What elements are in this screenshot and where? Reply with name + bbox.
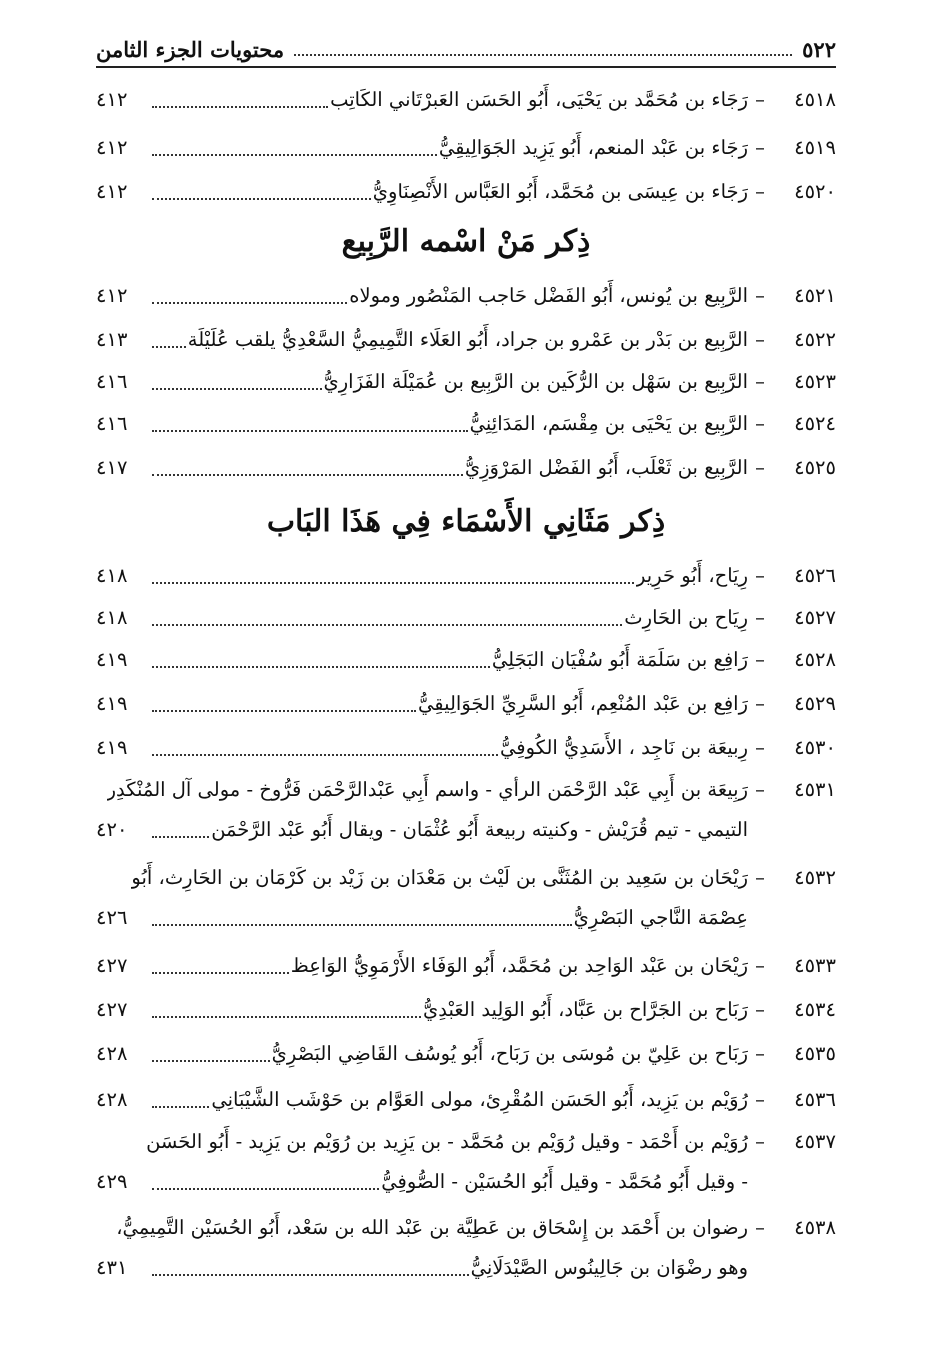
entry-page: ٤٢٨ (96, 1042, 128, 1065)
toc-entry[interactable]: ٤٥٢٠ – رَجَاء بن عِيسَى بن مُحَمَّد، أَبُو العَبَّاس الأَنْصِنَاوِيُّ ٤١٢ (96, 172, 836, 212)
section-heading: ذِكر مَنْ اسْمه الرَّبِيع (341, 224, 591, 259)
entry-number: ٤٥٢٤ (794, 412, 836, 435)
entry-number: ٤٥١٩ (794, 136, 836, 159)
entry-text: الرَّبِيع بن سَهْل بن الرُّكَين بن الرَّبِيع بن عُمَيْلَة الفَزَارِيُّ (323, 370, 748, 393)
dot-leader (152, 610, 622, 626)
entry-page: ٤٣١ (96, 1256, 128, 1279)
entry-text: رَبِيعَة بن أَبِي عَبْد الرَّحْمَن الرأي - واسم أَبِي عَبْدالرَّحْمَن فَرُّوخ - مولى آل المُنْكَدِر (106, 778, 748, 801)
dot-leader (152, 184, 371, 200)
dot-leader (152, 568, 634, 584)
entry-text: رَيْحَان بن عَبْد الوَاحِد بن مُحَمَّد، أَبُو الوَفَاء الأَرْمَوِيُّ الوَاعِظ (290, 954, 748, 977)
dot-leader (152, 1002, 421, 1018)
dot-leader (152, 416, 468, 432)
toc-entry[interactable]: ٤٥٢٩ – رَافِع بن عَبْد المُنْعِم، أَبُو السَّرِيِّ الجَوَالِيقِيُّ ٤١٩ (96, 684, 836, 724)
entry-text: رَافِع بن عَبْد المُنْعِم، أَبُو السَّرِيِّ الجَوَالِيقِيُّ (417, 692, 748, 715)
entry-number: ٤٥٢٠ (794, 180, 836, 203)
toc-entry[interactable]: ٤٥١٩ – رَجَاء بن عَبْد المنعم، أَبُو يَزِيد الجَوَالِيقِيُّ ٤١٢ (96, 128, 836, 168)
toc-entry[interactable]: ٤٥٣٤ – رَبَاح بن الجَرَّاح بن عَبَّاد، أَبُو الوَلِيد العَبْدِيُّ ٤٢٧ (96, 990, 836, 1030)
entry-text-cont: - وقيل أَبُو مُحَمَّد - وقيل أَبُو الحُسَيْن - الصُّوفِيُّ (381, 1170, 748, 1193)
toc-entry[interactable]: ٤٥٢١ – الرَّبِيع بن يُونس، أَبُو الفَضْل حَاجب المَنْصُور ومولاه ٤١٢ (96, 276, 836, 316)
toc-entry[interactable]: ٤٥٢٢ – الرَّبِيع بن بَدْر بن عَمْرو بن جراد، أَبُو العَلَاء التَّمِيمِيُّ السَّعْدِيُّ يلقب عُلَيْلَة ٤١٣ (96, 320, 836, 360)
entry-page: ٤١٨ (96, 606, 128, 629)
dot-leader (152, 140, 437, 156)
dot-leader (152, 696, 416, 712)
entry-page: ٤٢٩ (96, 1170, 128, 1193)
toc-entry[interactable]: ٤٥٢٧ – رِيَاح بن الحَارِث ٤١٨ (96, 598, 836, 638)
entry-number: ٤٥٣٥ (794, 1042, 836, 1065)
entry-number: ٤٥٣٧ (794, 1130, 836, 1153)
entry-text: رُوَيْم بن يَزِيد، أَبُو الحَسَن المُقْرِئ، مولى العَوَّام بن حَوْشَب الشَّيْبَانِي (211, 1088, 748, 1111)
toc-entry[interactable]: ٤٥٣٠ – رِبيعَة بن نَاجِد ، الأَسَدِيُّ الكُوفِيُّ ٤١٩ (96, 728, 836, 768)
dot-leader (152, 1260, 469, 1276)
toc-entry[interactable]: ٤٥٢٦ – رِيَاح، أَبُو حَرِير ٤١٨ (96, 556, 836, 596)
entry-text: الرَّبِيع بن ثَعْلَب، أَبُو الفَضْل المَرْوَزِيُّ (464, 456, 748, 479)
toc-entry-multiline[interactable]: ٤٥٣٨ – رضوان بن أَحْمَد بن إِسْحَاق بن عَطِيَّة بن عَبْد الله بن سَعْد، أَبُو الحُسَيْن التَّمِيمِيُّ، وهو رضْوَان بن جَالِينُوس الصَّيْدَلَانِيُّ ٤٣١ (96, 1208, 836, 1288)
entry-page: ٤١٣ (96, 328, 128, 351)
section-heading: ذِكر مَثَانِي الأَسْمَاء فِي هَذَا البَاب (266, 504, 666, 539)
toc-entry[interactable]: ٤٥١٨ – رَجَاء بن مُحَمَّد بن يَحْيَى، أَبُو الحَسَن العَبرْتَاني الكَاتِب ٤١٢ (96, 80, 836, 120)
entry-number: ٤٥٣٦ (794, 1088, 836, 1111)
entry-number: ٤٥٢١ (794, 284, 836, 307)
entry-number: ٤٥٢٢ (794, 328, 836, 351)
entry-text: رَيْحَان بن سَعِيد بن المُثَنَّى بن لَيْث بن مَعْدَان بن زَيْد بن كَرْمَان بن الحَارِث، أَبُو (131, 866, 748, 889)
toc-entry[interactable]: ٤٥٣٦ – رُوَيْم بن يَزِيد، أَبُو الحَسَن المُقْرِئ، مولى العَوَّام بن حَوْشَب الشَّيْبَانِي ٤٢٨ (96, 1080, 836, 1120)
dot-leader (152, 332, 186, 348)
entry-text: الرَّبِيع بن يُونس، أَبُو الفَضْل حَاجب المَنْصُور ومولاه (349, 284, 748, 307)
entry-number: ٤٥٢٩ (794, 692, 836, 715)
page-header (96, 32, 836, 68)
header-title: محتويات الجزء الثامن (96, 36, 285, 62)
entry-text: الرَّبِيع بن يَحْيَى بن مِقْسَم، المَدَائِنِيُّ (469, 412, 748, 435)
entry-number: ٤٥٣٢ (794, 866, 836, 889)
toc-entry[interactable]: ٤٥٢٨ – رَافِع بن سَلَمَة أَبُو سُفْيَان البَجَلِيُّ ٤١٩ (96, 640, 836, 680)
entry-text: الرَّبِيع بن بَدْر بن عَمْرو بن جراد، أَبُو العَلَاء التَّمِيمِيُّ السَّعْدِيُّ يلقب عُلَيْلَة (187, 328, 748, 351)
entry-text: رَبَاح بن الجَرَّاح بن عَبَّاد، أَبُو الوَلِيد العَبْدِيُّ (422, 998, 748, 1021)
entry-number: ٤٥٣٠ (794, 736, 836, 759)
entry-number: ٤٥٣٣ (794, 954, 836, 977)
entry-text: رُوَيْم بن أَحْمَد - وقيل رُوَيْم بن مُحَمَّد - بن يَزِيد بن رُوَيْم بن يَزِيد - أَبُو الحَسَن (146, 1130, 748, 1153)
dot-leader (152, 1092, 209, 1108)
entry-number: ٤٥٢٧ (794, 606, 836, 629)
entry-page: ٤١٩ (96, 692, 128, 715)
entry-text: رَجَاء بن عِيسَى بن مُحَمَّد، أَبُو العَبَّاس الأَنْصِنَاوِيُّ (372, 180, 748, 203)
entry-text: رِيَاح بن الحَارِث (624, 606, 748, 629)
toc-entry[interactable]: ٤٥٢٤ – الرَّبِيع بن يَحْيَى بن مِقْسَم، المَدَائِنِيُّ ٤١٦ (96, 404, 836, 444)
entry-text-cont: عِصْمَة النَّاجي البَصْرِيُّ (573, 906, 748, 929)
dot-leader (152, 460, 463, 476)
dot-leader (152, 1174, 379, 1190)
toc-entry[interactable]: ٤٥٢٥ – الرَّبِيع بن ثَعْلَب، أَبُو الفَضْل المَرْوَزِيُّ ٤١٧ (96, 448, 836, 488)
entry-text: رَجَاء بن عَبْد المنعم، أَبُو يَزِيد الجَوَالِيقِيُّ (438, 136, 748, 159)
toc-entry[interactable]: ٤٥٢٣ – الرَّبِيع بن سَهْل بن الرُّكَين بن الرَّبِيع بن عُمَيْلَة الفَزَارِيُّ ٤١٦ (96, 362, 836, 402)
dot-leader (294, 42, 792, 56)
dot-leader (152, 652, 490, 668)
entry-page: ٤١٦ (96, 370, 128, 393)
entry-text: رِبيعَة بن نَاجِد ، الأَسَدِيُّ الكُوفِيُّ (500, 736, 748, 759)
entry-page: ٤١٢ (96, 136, 128, 159)
page-number: ٥٢٢ (802, 36, 836, 62)
entry-number: ٤٥٢٨ (794, 648, 836, 671)
dot-leader (152, 822, 209, 838)
entry-number: ٤٥٣٤ (794, 998, 836, 1021)
entry-number: ٤٥٢٥ (794, 456, 836, 479)
dot-leader (152, 958, 289, 974)
entry-number: ٤٥٢٣ (794, 370, 836, 393)
entry-page: ٤١٧ (96, 456, 128, 479)
dot-leader (152, 288, 347, 304)
toc-entry[interactable]: ٤٥٣٥ – رَبَاح بن عَلِيّ بن مُوسَى بن رَبَاح، أَبُو يُوسُف القَاضِي البَصْرِيُّ ٤٢٨ (96, 1034, 836, 1074)
entry-page: ٤١٢ (96, 180, 128, 203)
toc-entry-multiline[interactable]: ٤٥٣٧ – رُوَيْم بن أَحْمَد - وقيل رُوَيْم بن مُحَمَّد - بن يَزِيد بن رُوَيْم بن يَزِيد - أَبُو الحَسَن - وقيل أَبُو مُحَمَّد - وقيل أَبُو الحُسَيْن - الصُّوفِيُّ ٤٢٩ (96, 1122, 836, 1202)
entry-text: رضوان بن أَحْمَد بن إِسْحَاق بن عَطِيَّة بن عَبْد الله بن سَعْد، أَبُو الحُسَيْن التَّمِيمِيُّ، (116, 1216, 748, 1239)
entry-page: ٤٢٠ (96, 818, 128, 841)
entry-text: رِيَاح، أَبُو حَرِير (636, 564, 748, 587)
entry-page: ٤٢٨ (96, 1088, 128, 1111)
entry-text-cont: وهو رضْوَان بن جَالِينُوس الصَّيْدَلَانِيُّ (470, 1256, 748, 1279)
entry-page: ٤٢٦ (96, 906, 128, 929)
entry-page: ٤٢٧ (96, 954, 128, 977)
entry-text: رَبَاح بن عَلِيّ بن مُوسَى بن رَبَاح، أَبُو يُوسُف القَاضِي البَصْرِيُّ (271, 1042, 748, 1065)
dot-leader (152, 1046, 270, 1062)
entry-page: ٤١٢ (96, 284, 128, 307)
toc-entry-multiline[interactable]: ٤٥٣١ – رَبِيعَة بن أَبِي عَبْد الرَّحْمَن الرأي - واسم أَبِي عَبْدالرَّحْمَن فَرُّوخ - مولى آل المُنْكَدِر التيمي - تيم قُرَيْش - وكنيته ربيعة أَبُو عُثْمَان - ويقال أَبُو عَبْد الرَّحْمَن ٤٢٠ (96, 770, 836, 850)
entry-page: ٤١٨ (96, 564, 128, 587)
entry-page: ٤١٩ (96, 648, 128, 671)
entry-number: ٤٥٣١ (794, 778, 836, 801)
entry-page: ٤١٢ (96, 88, 128, 111)
entry-number: ٤٥٢٦ (794, 564, 836, 587)
entry-page: ٤١٦ (96, 412, 128, 435)
entry-number: ٤٥١٨ (794, 88, 836, 111)
dot-leader (152, 374, 322, 390)
entry-page: ٤٢٧ (96, 998, 128, 1021)
entry-text: رَجَاء بن مُحَمَّد بن يَحْيَى، أَبُو الحَسَن العَبرْتَاني الكَاتِب (330, 88, 748, 111)
toc-entry[interactable]: ٤٥٣٣ – رَيْحَان بن عَبْد الوَاحِد بن مُحَمَّد، أَبُو الوَفَاء الأَرْمَوِيُّ الوَاعِظ ٤٢٧ (96, 946, 836, 986)
entry-text-cont: التيمي - تيم قُرَيْش - وكنيته ربيعة أَبُو عُثْمَان - ويقال أَبُو عَبْد الرَّحْمَن (211, 818, 748, 841)
dot-leader (152, 740, 498, 756)
dot-leader (152, 92, 328, 108)
entry-text: رَافِع بن سَلَمَة أَبُو سُفْيَان البَجَلِيُّ (491, 648, 748, 671)
toc-entry-multiline[interactable]: ٤٥٣٢ – رَيْحَان بن سَعِيد بن المُثَنَّى بن لَيْث بن مَعْدَان بن زَيْد بن كَرْمَان بن الحَارِث، أَبُو عِصْمَة النَّاجي البَصْرِيُّ ٤٢٦ (96, 858, 836, 938)
entry-number: ٤٥٣٨ (794, 1216, 836, 1239)
entry-page: ٤١٩ (96, 736, 128, 759)
dot-leader (152, 910, 572, 926)
